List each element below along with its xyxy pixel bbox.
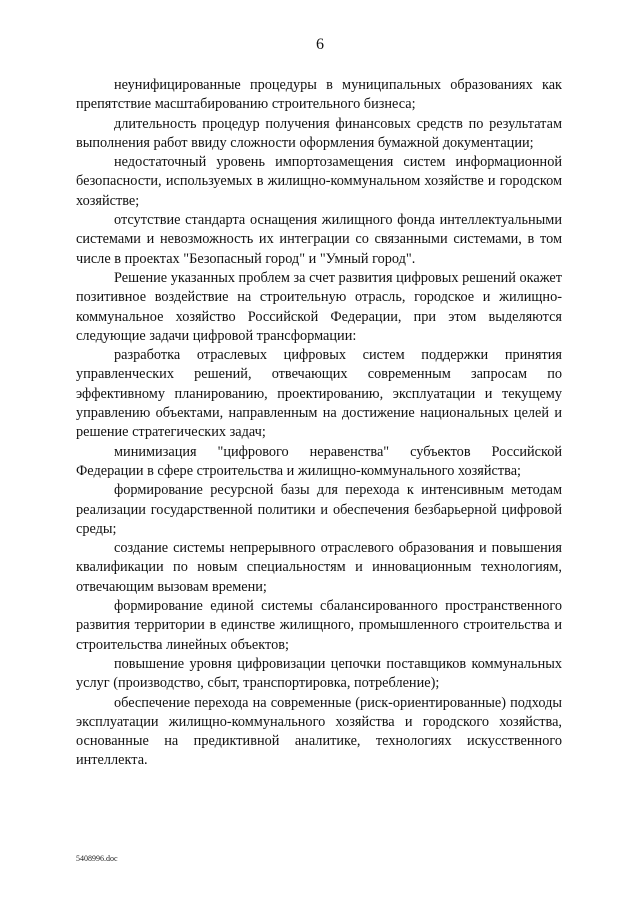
paragraph: неунифицированные процедуры в муниципальных образованиях как препятствие масштабированию строительного бизнеса; — [76, 77, 562, 113]
paragraph: длительность процедур получения финансовых средств по результатам выполнения работ ввиду сложности оформления бумажной документации; — [76, 115, 562, 151]
paragraph: разработка отраслевых цифровых систем поддержки принятия управленческих решений, отвечающих современным запросам по эффективному планированию, проектированию, эксплуатации и текущему управлению объектами, направленным на достижение национальных целей и решение стратегических задач; — [76, 347, 562, 441]
paragraph: минимизация "цифрового неравенства" субъектов Российской Федерации в сфере строительства и жилищно-коммунального хозяйства; — [76, 443, 562, 479]
paragraph: Решение указанных проблем за счет развития цифровых решений окажет позитивное воздействие на строительную отрасль, городское и жилищно-коммунальное хозяйство Российской Федерации, при этом выделяются следующие задачи цифровой трансформации: — [76, 269, 562, 344]
paragraph: недостаточный уровень импортозамещения систем информационной безопасности, используемых в жилищно-коммунальном хозяйстве и городском хозяйстве; — [76, 154, 562, 209]
paragraph: повышение уровня цифровизации цепочки поставщиков коммунальных услуг (производство, сбыт, транспортировка, потребление); — [76, 655, 562, 692]
paragraph: формирование единой системы сбалансированного пространственного развития территории в единстве жилищного, промышленного строительства и строительства линейных объектов; — [76, 598, 562, 653]
paragraph: создание системы непрерывного отраслевого образования и повышения квалификации по новым специальностям и инновационным технологиям, отвечающим вызовам времени; — [76, 540, 562, 595]
document-body — [76, 76, 562, 771]
page-number: 6 — [316, 36, 324, 53]
paragraph: формирование ресурсной базы для перехода к интенсивным методам реализации государственной политики и обеспечения безбарьерной цифровой среды; — [76, 482, 562, 537]
paragraph: отсутствие стандарта оснащения жилищного фонда интеллектуальными системами и невозможность их интеграции со связанными системами, в том числе в проектах "Безопасный город" и "Умный город". — [76, 212, 562, 267]
footer-filename: 5408996.doc — [76, 854, 118, 863]
paragraph: обеспечение перехода на современные (риск-ориентированные) подходы эксплуатации жилищно-коммунального хозяйства и городского хозяйства, основанные на предиктивной аналитике, технологиях искусственного интеллекта. — [76, 694, 562, 769]
